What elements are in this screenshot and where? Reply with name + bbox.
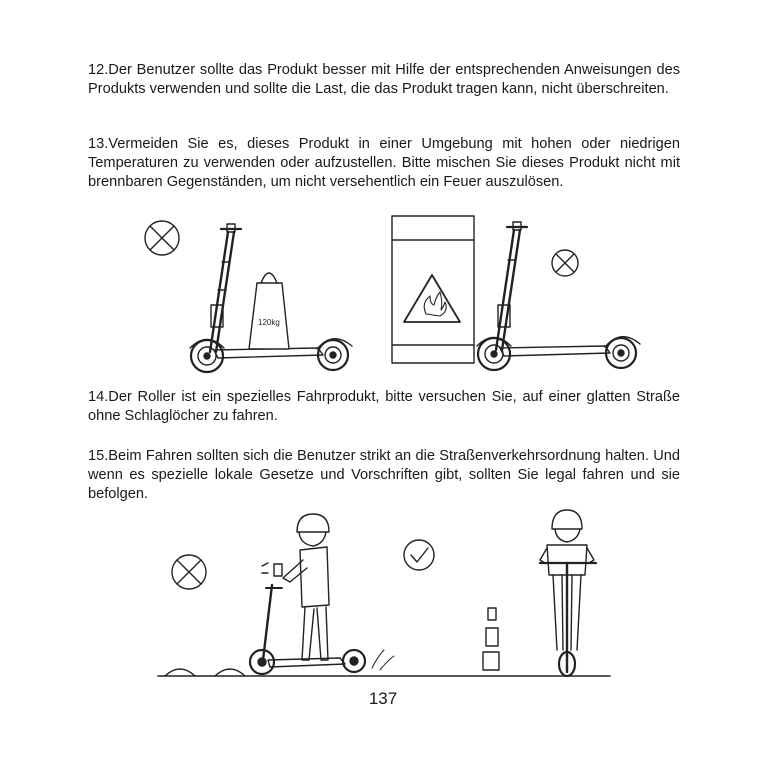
cross-circle-icon [145, 221, 179, 255]
paragraph-12: 12.Der Benutzer sollte das Produkt besser mit Hilfe der entsprechenden Anweisungen des Produkts verwenden und sollte die Last, die das Produkt tragen kann, nicht überschreiten. [88, 62, 680, 97]
page-number: 137 [368, 689, 398, 708]
rider-with-phone-illustration [250, 514, 394, 674]
rider-front-illustration [540, 510, 596, 676]
cross-circle-icon [172, 555, 206, 589]
paragraph-14: 14.Der Roller ist ein spezielles Fahrprodukt, bitte versuchen Sie, auf einer glatten Straße ohne Schlaglöcher zu fahren. [88, 389, 680, 424]
fire-warning-icon [404, 275, 460, 322]
obstacle-illustration [483, 608, 499, 670]
cross-circle-icon [552, 250, 578, 276]
weight-icon [249, 273, 289, 349]
paragraph-15: 15.Beim Fahren sollten sich die Benutzer strikt an die Straßenverkehrsordnung halten. Und wenn es spezielle lokale Gesetze und Vorschriften gibt, sollten Sie legal fahren und sie befolgen. [88, 448, 680, 502]
weight-label: 120kg [258, 318, 280, 327]
paragraph-13: 13.Vermeiden Sie es, dieses Produkt in einer Umgebung mit hohen oder niedrigen Temperaturen zu verwenden oder aufzustellen. Bitte mischen Sie dieses Produkt nicht mit brennbaren Gegenständen, um nicht versehentlich ein Feuer auszulösen. [88, 136, 680, 190]
road-bumps [165, 669, 245, 676]
fire-hazard-sign [392, 216, 474, 363]
scooter-right-illustration [477, 222, 640, 370]
check-circle-icon [404, 540, 434, 570]
